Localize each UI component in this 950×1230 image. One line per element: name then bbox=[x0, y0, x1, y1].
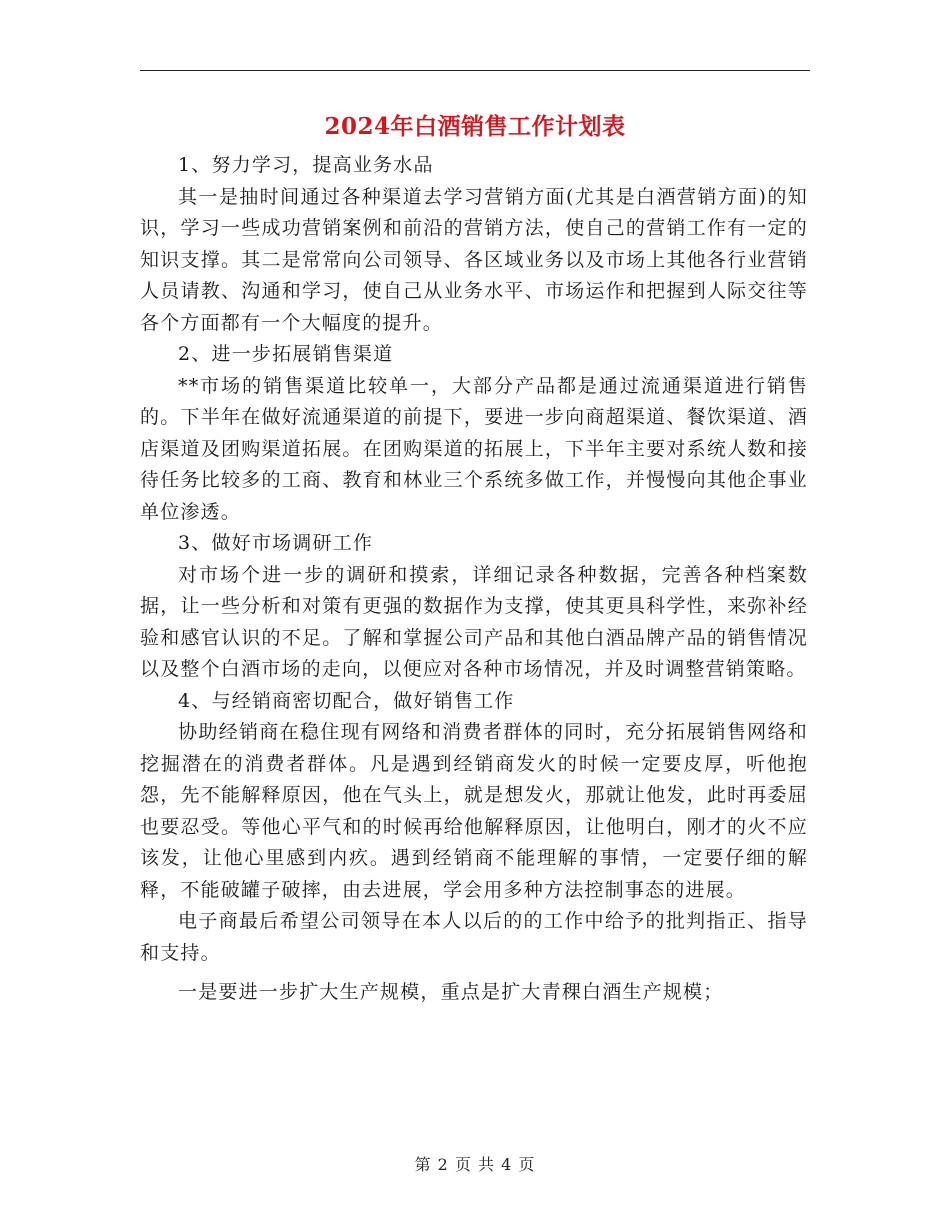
header-rule bbox=[140, 70, 810, 71]
paragraph-1: 其一是抽时间通过各种渠道去学习营销方面(尤其是白酒营销方面)的知识，学习一些成功营销案例和前沿的营销方法，使自己的营销工作有一定的知识支撑。其二是常常向公司领导、各区域业务以及市场上其他各行业营销人员请教、沟通和学习，使自己从业务水平、市场运作和把握到人际交往等各个方面都有一个大幅度的提升。 bbox=[140, 185, 808, 334]
section-heading-1: 1、努力学习，提高业务水品 bbox=[178, 154, 434, 176]
section-heading-2: 2、进一步拓展销售渠道 bbox=[178, 343, 394, 365]
page-footer: 第 2 页 共 4 页 bbox=[414, 1155, 536, 1174]
section-heading-4: 4、与经销商密切配合，做好销售工作 bbox=[178, 689, 515, 712]
paragraph-5: 电子商最后希望公司领导在本人以后的的工作中给予的批判指正、指导和支持。 bbox=[140, 910, 808, 964]
paragraph-3: 对市场个进一步的调研和摸索，详细记录各种数据，完善各种档案数据，让一些分析和对策有更强的数据作为支撑，使其更具科学性，来弥补经验和感官认识的不足。了解和掌握公司产品和其他白酒品牌产品的销售情况以及整个白酒市场的走向，以便应对各种市场情况，并及时调整营销策略。 bbox=[140, 563, 808, 680]
document-body bbox=[140, 150, 808, 1009]
paragraph-2: **市场的销售渠道比较单一，大部分产品都是通过流通渠道进行销售的。下半年在做好流通渠道的前提下，要进一步向商超渠道、餐饮渠道、酒店渠道及团购渠道拓展。在团购渠道的拓展上，下半年主要对系统人数和接待任务比较多的工商、教育和林业三个系统多做工作，并慢慢向其他企事业单位渗透。 bbox=[140, 374, 808, 523]
paragraph-6: 一是要进一步扩大生产规模，重点是扩大青稞白酒生产规模； bbox=[178, 981, 724, 1003]
section-heading-3: 3、做好市场调研工作 bbox=[178, 532, 374, 554]
paragraph-4: 协助经销商在稳住现有网络和消费者群体的同时，充分拓展销售网络和挖掘潜在的消费者群体。凡是遇到经销商发火的时候一定要皮厚，听他抱怨，先不能解释原因，他在气头上，就是想发火，那就让他发，此时再委屈也要忍受。等他心平气和的时候再给他解释原因，让他明白，刚才的火不应该发，让他心里感到内疚。遇到经销商不能理解的事情，一定要仔细的解释，不能破罐子破摔，由去进展，学会用多种方法控制事态的进展。 bbox=[140, 721, 808, 901]
document-title: 2024年白酒销售工作计划表 bbox=[324, 113, 626, 140]
